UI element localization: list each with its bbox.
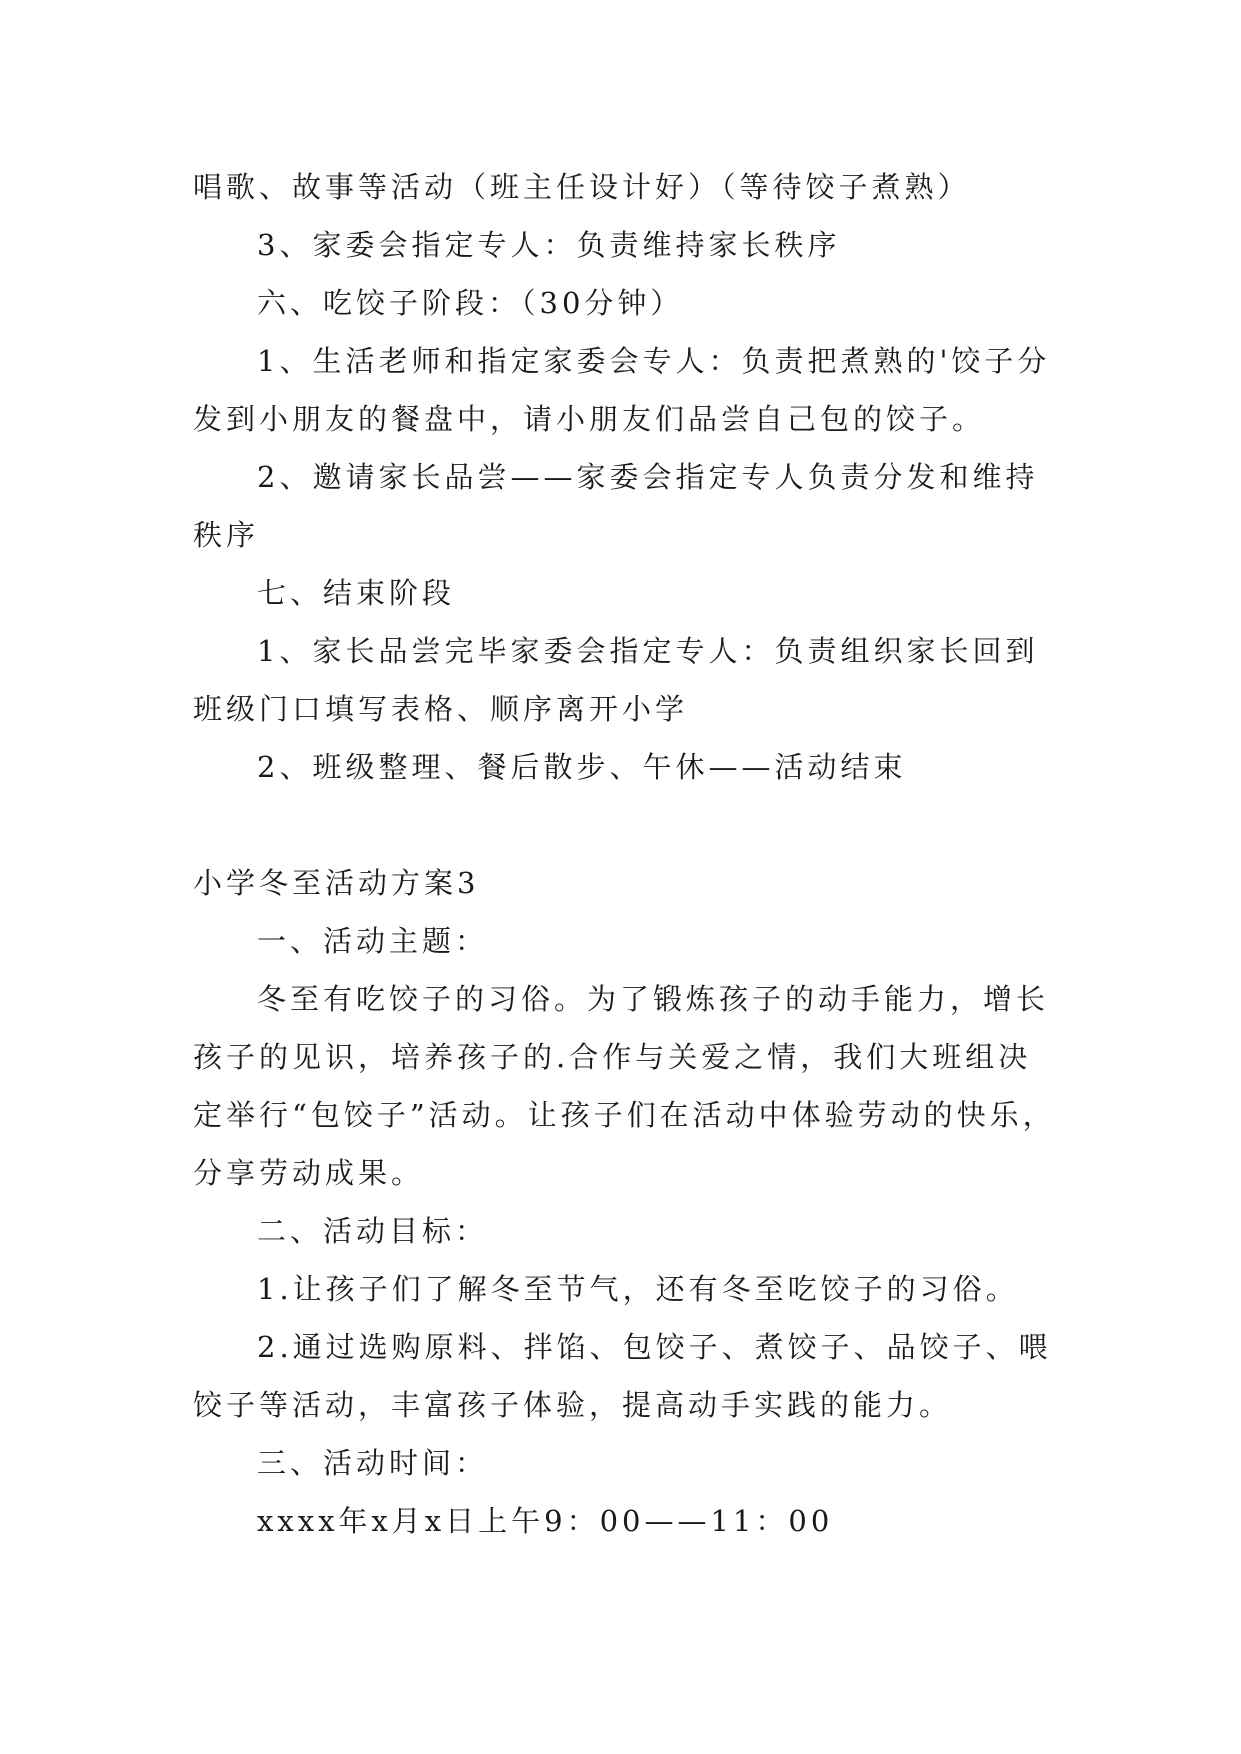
paragraph: 冬至有吃饺子的习俗。为了锻炼孩子的动手能力，增长孩子的见识，培养孩子的.合作与关爱之情，我们大班组决定举行“包饺子”活动。让孩子们在活动中体验劳动的快乐，分享劳动成果。 — [193, 982, 1056, 1190]
section-heading: 二、活动目标： — [257, 1214, 489, 1248]
document-title: 小学冬至活动方案3 — [193, 866, 480, 900]
section-heading: 三、活动时间： — [257, 1446, 489, 1480]
section-heading: 六、吃饺子阶段：（30分钟） — [257, 286, 684, 320]
paragraph: 1.让孩子们了解冬至节气，还有冬至吃饺子的习俗。 — [257, 1272, 1019, 1306]
paragraph: 2、邀请家长品尝——家委会指定专人负责分发和维持秩序 — [193, 460, 1039, 552]
section-spacer — [193, 796, 1063, 854]
section-heading: 一、活动主题： — [257, 924, 489, 958]
document-body — [193, 158, 1063, 1550]
paragraph: 唱歌、故事等活动（班主任设计好）（等待饺子煮熟） — [193, 170, 971, 204]
section-heading: 七、结束阶段 — [257, 576, 456, 610]
paragraph: 1、家长品尝完毕家委会指定专人：负责组织家长回到班级门口填写表格、顺序离开小学 — [193, 634, 1039, 726]
paragraph: 1、生活老师和指定家委会专人：负责把煮熟的'饺子分发到小朋友的餐盘中，请小朋友们品尝自己包的饺子。 — [193, 344, 1051, 436]
paragraph: 3、家委会指定专人：负责维持家长秩序 — [257, 228, 841, 262]
paragraph: xxxx年x月x日上午9：00——11：00 — [257, 1504, 834, 1538]
paragraph: 2、班级整理、餐后散步、午休——活动结束 — [257, 750, 907, 784]
paragraph: 2.通过选购原料、拌馅、包饺子、煮饺子、品饺子、喂饺子等活动，丰富孩子体验，提高动手实践的能力。 — [193, 1330, 1052, 1422]
